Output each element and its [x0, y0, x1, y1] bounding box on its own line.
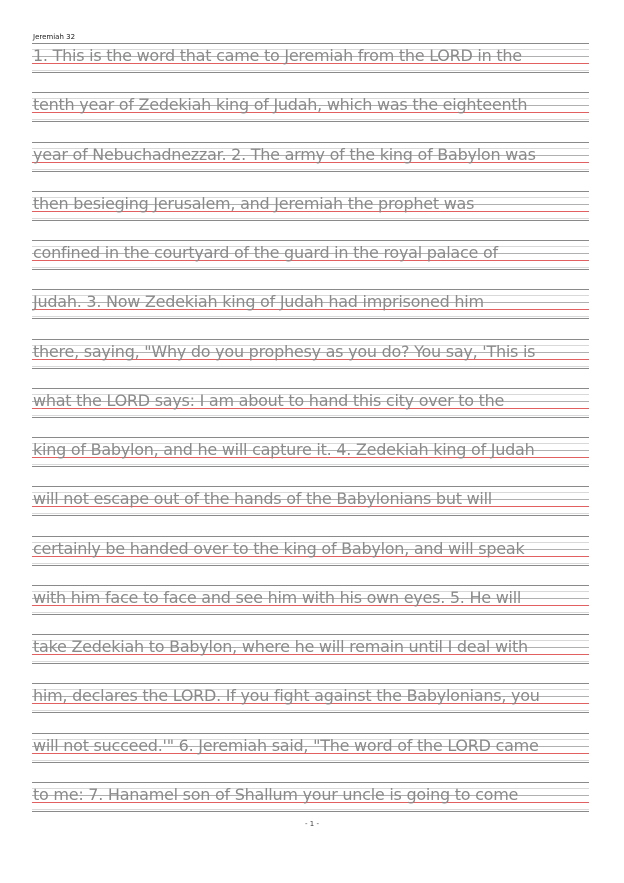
guide-rule [32, 169, 589, 170]
tracing-text: will not escape out of the hands of the Babylonians but will [33, 489, 492, 508]
writing-line [32, 634, 589, 664]
guide-rule [32, 240, 589, 241]
guide-rule [32, 614, 589, 615]
guide-rule [32, 43, 589, 44]
guide-rule [32, 142, 589, 143]
tracing-text: Judah. 3. Now Zedekiah king of Judah had imprisoned him [33, 292, 484, 311]
writing-line [32, 585, 589, 615]
guide-rule [32, 486, 589, 487]
guide-rule [32, 710, 589, 711]
guide-rule [32, 121, 589, 122]
tracing-text: confined in the courtyard of the guard in the royal palace of [33, 243, 498, 262]
tracing-text: king of Babylon, and he will capture it. 4. Zedekiah king of Judah [33, 440, 535, 459]
guide-rule [32, 218, 589, 219]
guide-rule [32, 464, 589, 465]
guide-rule [32, 72, 589, 73]
writing-line [32, 240, 589, 270]
guide-rule [32, 119, 589, 120]
writing-line [32, 388, 589, 418]
tracing-text: tenth year of Zedekiah king of Judah, which was the eighteenth [33, 95, 528, 114]
writing-line [32, 191, 589, 221]
guide-rule [32, 515, 589, 516]
tracing-text: to me: 7. Hanamel son of Shallum your uncle is going to come [33, 785, 519, 804]
tracing-text: what the LORD says: I am about to hand this city over to the [33, 391, 505, 410]
tracing-text: will not succeed.'" 6. Jeremiah said, "The word of the LORD came [33, 736, 539, 755]
tracing-text: certainly be handed over to the king of Babylon, and will speak [33, 539, 525, 558]
guide-rule [32, 762, 589, 763]
writing-line [32, 683, 589, 713]
guide-rule [32, 683, 589, 684]
handwriting-practice-sheet [32, 0, 589, 883]
guide-rule [32, 269, 589, 270]
guide-rule [32, 339, 589, 340]
guide-rule [32, 191, 589, 192]
guide-rule [32, 733, 589, 734]
guide-rule [32, 782, 589, 783]
writing-line [32, 733, 589, 763]
guide-rule [32, 663, 589, 664]
tracing-text: with him face to face and see him with his own eyes. 5. He will [33, 588, 522, 607]
writing-line [32, 43, 589, 73]
tracing-text: take Zedekiah to Babylon, where he will remain until I deal with [33, 637, 528, 656]
guide-rule [32, 368, 589, 369]
page-number: - 1 - [305, 820, 319, 828]
guide-rule [32, 437, 589, 438]
guide-rule [32, 415, 589, 416]
guide-rule [32, 70, 589, 71]
guide-rule [32, 220, 589, 221]
guide-rule [32, 366, 589, 367]
guide-rule [32, 760, 589, 761]
guide-rule [32, 92, 589, 93]
guide-rule [32, 565, 589, 566]
guide-rule [32, 563, 589, 564]
guide-rule [32, 634, 589, 635]
writing-line [32, 339, 589, 369]
writing-line [32, 486, 589, 516]
guide-rule [32, 388, 589, 389]
writing-line [32, 289, 589, 319]
writing-line [32, 536, 589, 566]
writing-line [32, 92, 589, 122]
guide-rule [32, 171, 589, 172]
guide-rule [32, 289, 589, 290]
tracing-text: there, saying, "Why do you prophesy as you do? You say, 'This is [33, 342, 536, 361]
guide-rule [32, 612, 589, 613]
guide-rule [32, 809, 589, 810]
tracing-text: then besieging Jerusalem, and Jeremiah the prophet was [33, 194, 475, 213]
guide-rule [32, 513, 589, 514]
writing-line [32, 782, 589, 812]
page-header: Jeremiah 32 [33, 33, 76, 41]
guide-rule [32, 585, 589, 586]
guide-rule [32, 712, 589, 713]
guide-rule [32, 318, 589, 319]
tracing-text: year of Nebuchadnezzar. 2. The army of the king of Babylon was [33, 145, 536, 164]
guide-rule [32, 536, 589, 537]
tracing-text: him, declares the LORD. If you fight against the Babylonians, you [33, 686, 540, 705]
guide-rule [32, 417, 589, 418]
guide-rule [32, 316, 589, 317]
guide-rule [32, 811, 589, 812]
guide-rule [32, 661, 589, 662]
tracing-text: 1. This is the word that came to Jeremiah from the LORD in the [33, 46, 522, 65]
guide-rule [32, 466, 589, 467]
writing-line [32, 142, 589, 172]
writing-line [32, 437, 589, 467]
guide-rule [32, 267, 589, 268]
